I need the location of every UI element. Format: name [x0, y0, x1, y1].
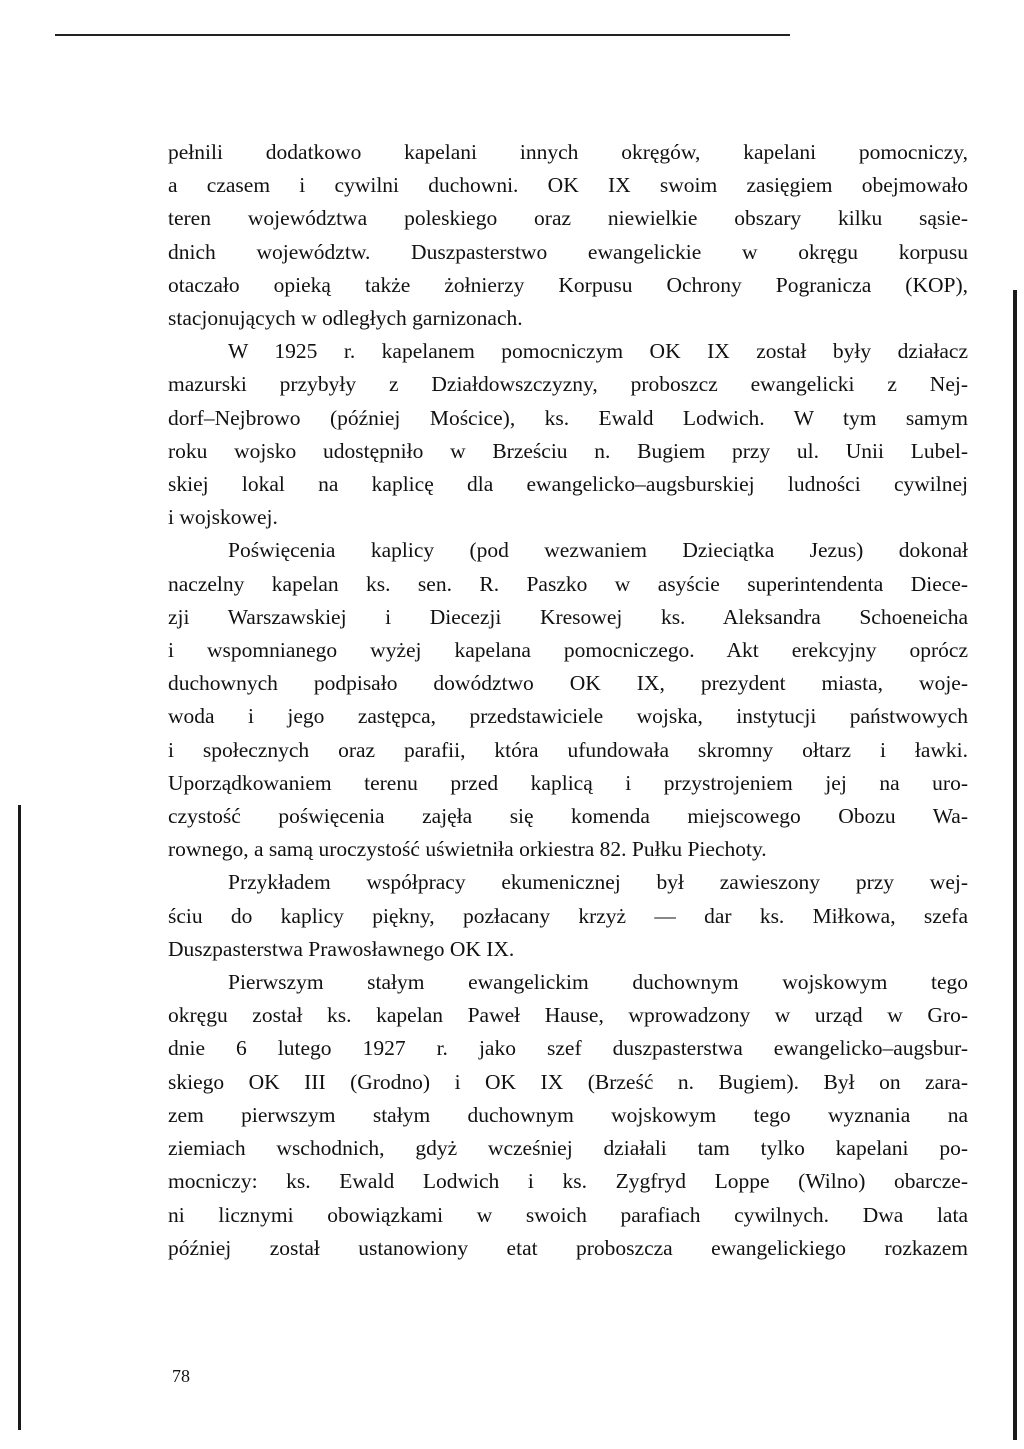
text-line: W 1925 r. kapelanem pomocniczym OK IX został były działacz	[228, 339, 968, 364]
text-line: i społecznych oraz parafii, która ufundowała skromny ołtarz i ławki.	[168, 737, 968, 762]
text-line: otaczało opieką także żołnierzy Korpusu Ochrony Pogranicza (KOP),	[168, 272, 968, 297]
text-line: dorf–Nejbrowo (później Mościce), ks. Ewald Lodwich. W tym samym	[168, 405, 968, 430]
text-line: zem pierwszym stałym duchownym wojskowym tego wyznania na	[168, 1102, 968, 1127]
text-line: naczelny kapelan ks. sen. R. Paszko w asyście superintendenta Diece-	[168, 571, 968, 596]
header-rule	[55, 34, 790, 36]
text-line: stacjonujących w odległych garnizonach.	[168, 306, 523, 331]
text-line: okręgu został ks. kapelan Paweł Hause, wprowadzony w urząd w Gro-	[168, 1003, 968, 1028]
text-line: woda i jego zastępca, przedstawiciele wojska, instytucji państwowych	[168, 704, 968, 729]
text-line: skiej lokal na kaplicę dla ewangelicko–augsburskiej ludności cywilnej	[168, 472, 968, 497]
text-line: i wojskowej.	[168, 505, 278, 530]
text-line: zji Warszawskiej i Diecezji Kresowej ks. Aleksandra Schoeneicha	[168, 604, 968, 629]
text-line: dnie 6 lutego 1927 r. jako szef duszpasterstwa ewangelicko–augsbur-	[168, 1036, 968, 1061]
text-line: duchownych podpisało dowództwo OK IX, prezydent miasta, woje-	[168, 671, 968, 696]
text-line: Uporządkowaniem terenu przed kaplicą i przystrojeniem jej na uro-	[168, 770, 968, 795]
text-line: rownego, a samą uroczystość uświetniła orkiestra 82. Pułku Piechoty.	[168, 837, 767, 862]
text-line: mocniczy: ks. Ewald Lodwich i ks. Zygfryd Loppe (Wilno) obarcze-	[168, 1169, 968, 1194]
text-line: ściu do kaplicy piękny, pozłacany krzyż — dar ks. Miłkowa, szefa	[168, 903, 968, 928]
page-number: 78	[172, 1366, 190, 1386]
scan-edge-left	[18, 805, 21, 1430]
text-line: a czasem i cywilni duchowni. OK IX swoim zasięgiem obejmowało	[168, 173, 968, 198]
text-line: Pierwszym stałym ewangelickim duchownym wojskowym tego	[228, 970, 968, 995]
text-line: i wspomnianego wyżej kapelana pomocniczego. Akt erekcyjny oprócz	[168, 638, 968, 663]
text-line: Duszpasterstwa Prawosławnego OK IX.	[168, 936, 515, 961]
text-line: czystość poświęcenia zajęła się komenda miejscowego Obozu Wa-	[168, 804, 968, 829]
text-line: mazurski przybyły z Działdowszczyzny, proboszcz ewangelicki z Nej-	[168, 372, 968, 397]
body-text	[168, 136, 968, 1265]
text-line: roku wojsko udostępniło w Brześciu n. Bugiem przy ul. Unii Lubel-	[168, 438, 968, 463]
text-line: później został ustanowiony etat proboszcza ewangelickiego rozkazem	[168, 1235, 968, 1260]
text-line: skiego OK III (Grodno) i OK IX (Brześć n. Bugiem). Był on zara-	[168, 1069, 968, 1094]
text-line: ziemiach wschodnich, gdyż wcześniej działali tam tylko kapelani po-	[168, 1136, 968, 1161]
text-line: dnich województw. Duszpasterstwo ewangelickie w okręgu korpusu	[168, 239, 968, 264]
scan-edge-right	[1013, 290, 1017, 1440]
text-line: Przykładem współpracy ekumenicznej był zawieszony przy wej-	[228, 870, 968, 895]
text-line: Poświęcenia kaplicy (pod wezwaniem Dzieciątka Jezus) dokonał	[228, 538, 968, 563]
text-line: pełnili dodatkowo kapelani innych okręgów, kapelani pomocniczy,	[168, 140, 968, 164]
text-line: ni licznymi obowiązkami w swoich parafiach cywilnych. Dwa lata	[168, 1202, 968, 1227]
text-line: teren województwa poleskiego oraz niewielkie obszary kilku sąsie-	[168, 206, 968, 231]
